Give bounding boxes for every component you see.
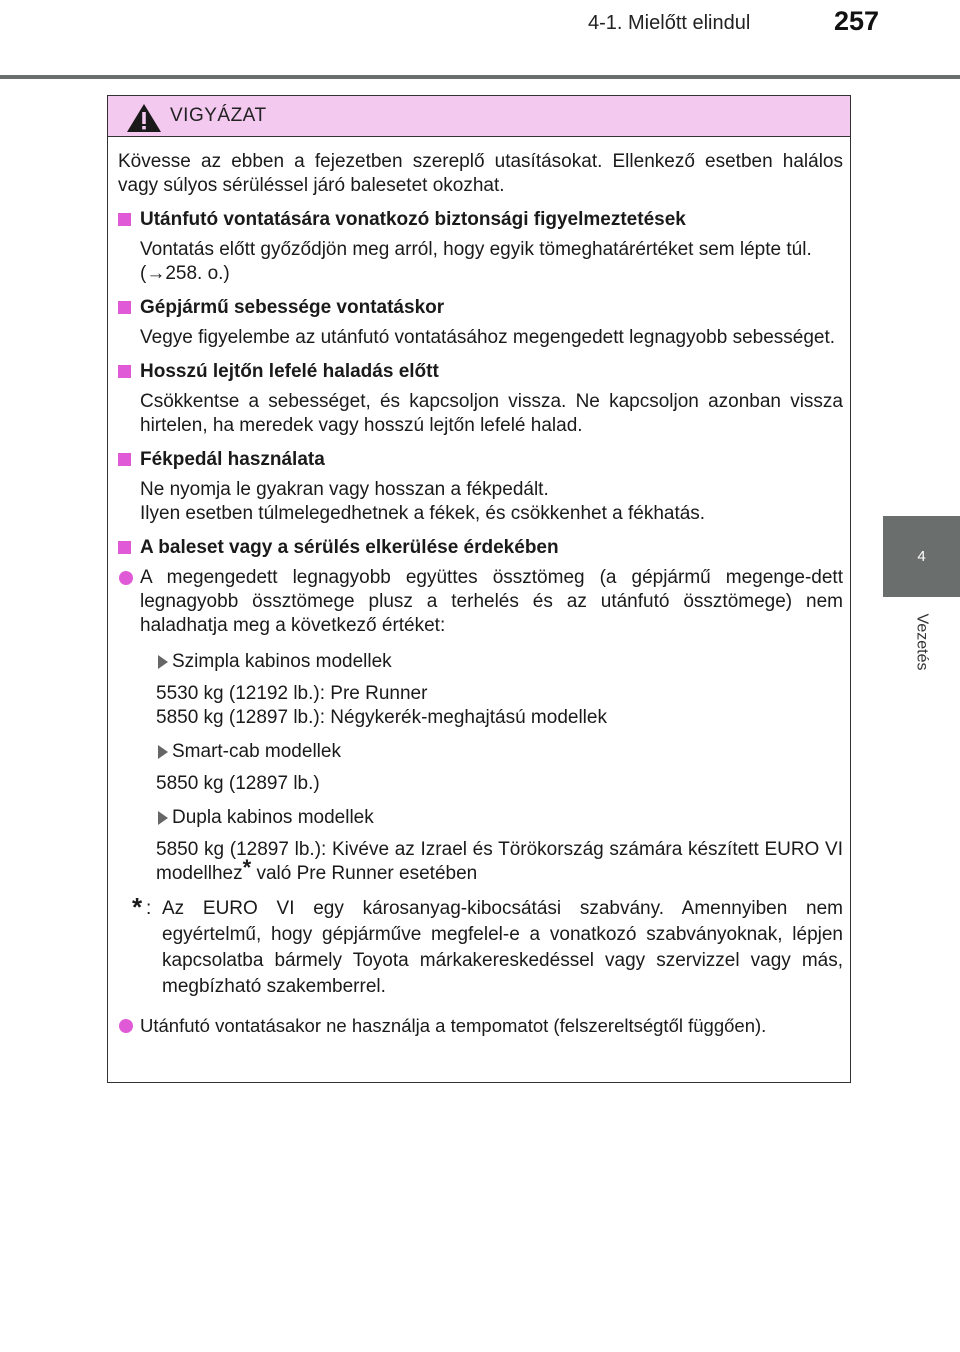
square-bullet-icon (118, 541, 131, 554)
model-heading: Dupla kabinos modellek (118, 806, 843, 830)
circle-bullet-icon (119, 571, 133, 585)
square-bullet-icon (118, 365, 131, 378)
footnote-marker: * (242, 855, 252, 880)
chapter-label: Vezetés (913, 613, 931, 671)
model-values: 5850 kg (12897 lb.): Kivéve az Izrael és Törökország számára készített EURO VI modellhez* való Pre Runner esetében (156, 839, 843, 884)
triangle-right-icon (158, 745, 168, 759)
triangle-right-icon (158, 811, 168, 825)
section-text: Ne nyomja le gyakran vagy hosszan a fékpedált. (140, 479, 549, 500)
section-text: Ilyen esetben túlmelegedhetnek a fékek, és csökkenhet a fékhatás. (140, 503, 706, 524)
triangle-right-icon (158, 655, 168, 669)
footnote-star: * (132, 892, 143, 922)
model-values: 5850 kg (12897 lb.) (156, 773, 320, 794)
caution-title: VIGYÁZAT (170, 105, 267, 126)
footnote: * : Az EURO VI egy károsanyag-kibocsátási szabvány. Amennyiben nem egyértelmű, hogy gépjárműve megfelel-e a vonatkozó szabványoknak, lépjen kapcsolatba bármely Toyota márkakereskedéssel vagy szervizzel vagy más, megbízható szakemberrel. (132, 892, 843, 997)
section-heading: Hosszú lejtőn lefelé haladás előtt (118, 360, 843, 384)
caution-intro: Kövesse az ebben a fejezetben szereplő utasításokat. Ellenkező esetben halálos vagy súlyos sérüléssel járó balesetet okozhat. (118, 151, 843, 196)
square-bullet-icon (118, 213, 131, 226)
caution-content (118, 150, 843, 1050)
circle-bullet-icon (119, 1019, 133, 1033)
section-title: 4-1. Mielőtt elindul (588, 12, 751, 34)
section-heading: Gépjármű sebessége vontatáskor (118, 296, 843, 320)
section-heading: A baleset vagy a sérülés elkerülése érdekében (118, 536, 843, 560)
caution-header (108, 96, 850, 137)
section-text: Csökkentse a sebességet, és kapcsoljon vissza. Ne kapcsoljon azonban vissza hirtelen, ha meredek vagy hosszú lejtőn lefelé halad. (140, 391, 843, 436)
caution-box (107, 95, 851, 1083)
chapter-number: 4 (917, 548, 926, 565)
header-divider (0, 75, 960, 79)
model-values: 5530 kg (12192 lb.): Pre Runner 5850 kg (12897 lb.): Négykerék-meghajtású modellek (156, 683, 607, 728)
square-bullet-icon (118, 453, 131, 466)
chapter-tab[interactable] (883, 516, 960, 597)
warning-triangle-icon (126, 103, 162, 133)
page-number: 257 (834, 6, 880, 36)
model-heading: Smart-cab modellek (118, 740, 843, 764)
list-item: A megengedett legnagyobb együttes össztömeg (a gépjármű megenge-dett legnagyobb össztömege plusz a terhelés és az utánfutó össztömege) nem haladhatja meg a következő értéket: (118, 566, 843, 638)
chapter-label-container (883, 597, 960, 687)
section-heading: Utánfutó vontatására vonatkozó biztonsági figyelmeztetések (118, 208, 843, 232)
list-item: Utánfutó vontatásakor ne használja a tempomatot (felszereltségtől függően). (118, 1014, 843, 1038)
model-heading: Szimpla kabinos modellek (118, 650, 843, 674)
section-text: Vontatás előtt győződjön meg arról, hogy egyik tömeghatárértéket sem lépte túl. (140, 239, 812, 260)
section-heading: Fékpedál használata (118, 448, 843, 472)
section-text: Vegye figyelembe az utánfutó vontatásához megengedett legnagyobb sebességet. (140, 327, 836, 348)
square-bullet-icon (118, 301, 131, 314)
page-reference: (→258. o.) (140, 263, 230, 284)
